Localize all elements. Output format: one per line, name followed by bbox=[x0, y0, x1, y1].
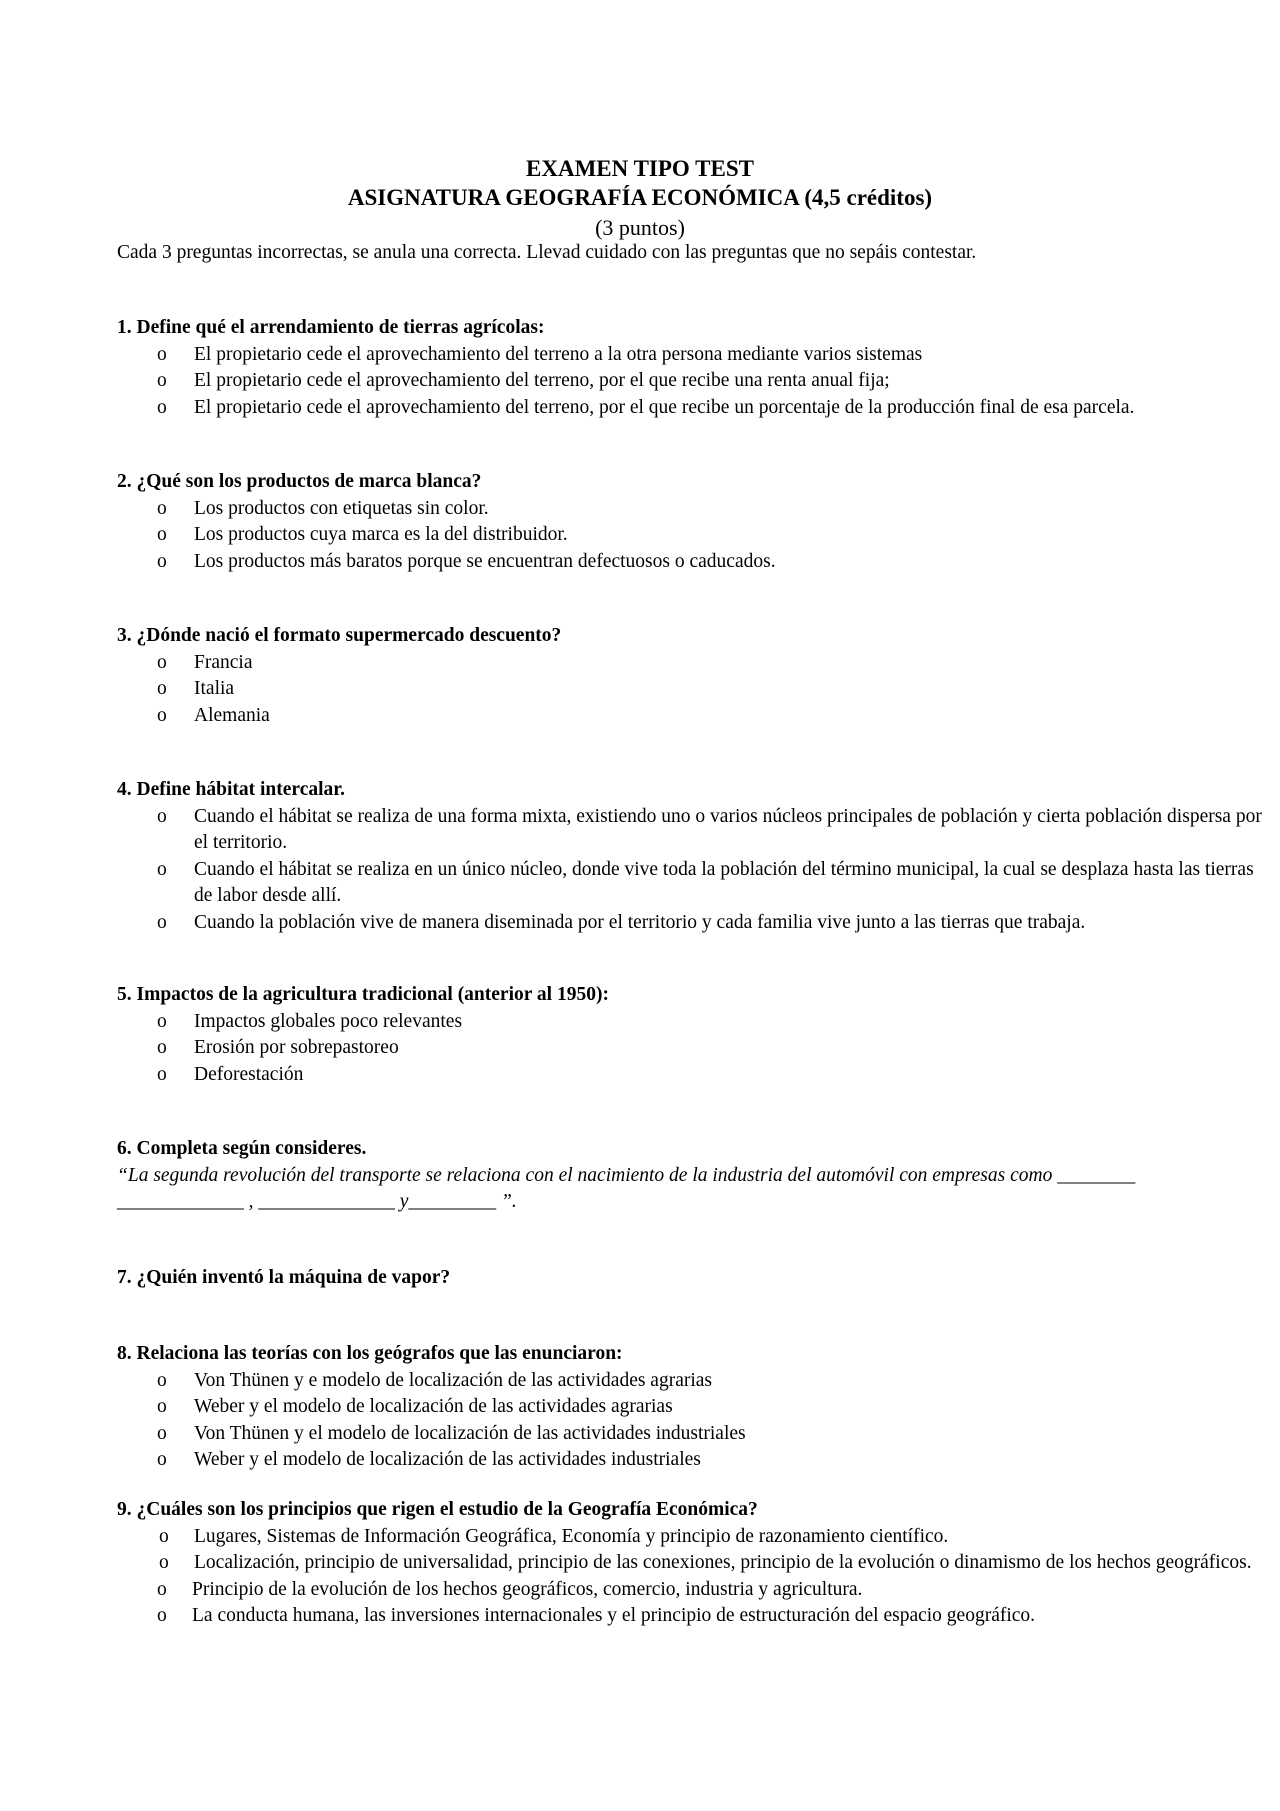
option-text: Impactos globales poco relevantes bbox=[194, 1010, 463, 1032]
bullet-icon: o bbox=[157, 497, 167, 519]
bullet-icon: o bbox=[159, 1525, 169, 1547]
option-text: Cuando el hábitat se realiza de una forma mixta, existiendo uno o varios núcleos principales de población y cierta población dispersa por el territorio. bbox=[194, 805, 1262, 853]
option-text: Los productos cuya marca es la del distribuidor. bbox=[194, 524, 568, 545]
question-title: 3. ¿Dónde nació el formato supermercado descuento? bbox=[117, 625, 562, 646]
option-text: Cuando el hábitat se realiza en un único núcleo, donde vive toda la población del término municipal, la cual se desplaza hasta las tierras de labor desde allí. bbox=[194, 858, 1254, 906]
option bbox=[117, 1550, 1267, 1577]
options-list bbox=[117, 496, 1267, 576]
option-text: El propietario cede el aprovechamiento del terreno a la otra persona mediante varios sistemas bbox=[194, 343, 923, 365]
option bbox=[117, 395, 1267, 422]
bullet-icon: o bbox=[157, 704, 167, 726]
question-3 bbox=[117, 623, 1267, 729]
option bbox=[117, 496, 1267, 523]
question-title: 4. Define hábitat intercalar. bbox=[117, 779, 346, 800]
bullet-icon: o bbox=[157, 524, 167, 545]
option bbox=[117, 1524, 1267, 1551]
question-4 bbox=[117, 777, 1267, 936]
option-text: La conducta humana, las inversiones internacionales y el principio de estructuración del espacio geográfico. bbox=[192, 1605, 1036, 1626]
question-title: 2. ¿Qué son los productos de marca blanca? bbox=[117, 471, 482, 492]
option-text: Italia bbox=[194, 678, 235, 699]
question-2 bbox=[117, 469, 1267, 575]
bullet-icon: o bbox=[157, 1396, 167, 1417]
question-6 bbox=[117, 1136, 1267, 1216]
options-list bbox=[117, 1009, 1267, 1089]
bullet-icon: o bbox=[157, 1369, 167, 1391]
option bbox=[117, 910, 1267, 937]
option bbox=[117, 1394, 1267, 1421]
fill-in-line-1: “La segunda revolución del transporte se relaciona con el nacimiento de la industria del automóvil con empresas como ________ bbox=[117, 1164, 1136, 1186]
bullet-icon: o bbox=[157, 911, 167, 933]
bullet-icon: o bbox=[157, 678, 167, 699]
option bbox=[117, 1062, 1267, 1089]
bullet-icon: o bbox=[157, 805, 167, 827]
option bbox=[117, 342, 1267, 369]
bullet-icon: o bbox=[159, 1552, 169, 1573]
question-title: 6. Completa según consideres. bbox=[117, 1138, 367, 1159]
question-9 bbox=[117, 1497, 1267, 1630]
bullet-icon: o bbox=[157, 1037, 167, 1058]
option-text: Von Thünen y e modelo de localización de las actividades agrarias bbox=[194, 1369, 713, 1391]
options-list bbox=[117, 804, 1267, 937]
option-text: Los productos con etiquetas sin color. bbox=[194, 497, 489, 519]
fill-in-line-2: _____________ , ______________ y_________ ”. bbox=[117, 1191, 517, 1212]
bullet-icon: o bbox=[157, 370, 167, 391]
option-text: Localización, principio de universalidad, principio de las conexiones, principio de la evolución o dinamismo de los hechos geográficos. bbox=[194, 1552, 1252, 1573]
options-list bbox=[117, 650, 1267, 730]
question-1 bbox=[117, 315, 1267, 421]
bullet-icon: o bbox=[157, 1063, 167, 1085]
options-list bbox=[117, 1368, 1267, 1474]
question-title: 8. Relaciona las teorías con los geógrafos que las enunciaron: bbox=[117, 1343, 623, 1364]
option bbox=[117, 1577, 1267, 1604]
option bbox=[117, 676, 1267, 703]
bullet-icon: o bbox=[157, 1605, 167, 1626]
option-text: Francia bbox=[194, 651, 253, 673]
option bbox=[117, 857, 1267, 910]
bullet-icon: o bbox=[157, 550, 167, 572]
points-label: (3 puntos) bbox=[595, 215, 685, 240]
option bbox=[117, 549, 1267, 576]
option bbox=[117, 1009, 1267, 1036]
option-text: Weber y el modelo de localización de las actividades agrarias bbox=[194, 1396, 673, 1417]
bullet-icon: o bbox=[157, 396, 167, 418]
option-text: El propietario cede el aprovechamiento del terreno, por el que recibe una renta anual fija; bbox=[194, 370, 890, 391]
option-text: Von Thünen y el modelo de localización de las actividades industriales bbox=[194, 1422, 746, 1444]
instructions: Cada 3 preguntas incorrectas, se anula una correcta. Llevad cuidado con las preguntas que no sepáis contestar. bbox=[117, 242, 977, 263]
option bbox=[117, 1421, 1267, 1448]
option-text: Deforestación bbox=[194, 1063, 304, 1085]
option-text: Principio de la evolución de los hechos geográficos, comercio, industria y agricultura. bbox=[192, 1578, 863, 1600]
option bbox=[117, 368, 1267, 395]
question-8 bbox=[117, 1341, 1267, 1474]
option bbox=[117, 1447, 1267, 1474]
exam-title: EXAMEN TIPO TEST bbox=[526, 156, 754, 181]
option bbox=[117, 1035, 1267, 1062]
question-title: 5. Impactos de la agricultura tradicional (anterior al 1950): bbox=[117, 984, 609, 1005]
question-title: 7. ¿Quién inventó la máquina de vapor? bbox=[117, 1267, 451, 1288]
option-text: Los productos más baratos porque se encuentran defectuosos o caducados. bbox=[194, 550, 776, 572]
option-text: Alemania bbox=[194, 704, 270, 726]
options-list bbox=[117, 342, 1267, 422]
subject-title: ASIGNATURA GEOGRAFÍA ECONÓMICA (4,5 créditos) bbox=[347, 185, 933, 210]
option bbox=[117, 522, 1267, 549]
bullet-icon: o bbox=[157, 651, 167, 673]
option-text: Weber y el modelo de localización de las actividades industriales bbox=[194, 1449, 701, 1470]
option-text: Erosión por sobrepastoreo bbox=[194, 1037, 399, 1058]
bullet-icon: o bbox=[157, 1449, 167, 1470]
option bbox=[117, 1368, 1267, 1395]
bullet-icon: o bbox=[157, 343, 167, 365]
option bbox=[117, 703, 1267, 730]
options-list bbox=[117, 1524, 1267, 1630]
option-text: El propietario cede el aprovechamiento del terreno, por el que recibe un porcentaje de la producción final de esa parcela. bbox=[194, 396, 1135, 418]
bullet-icon: o bbox=[157, 1578, 167, 1600]
option bbox=[117, 650, 1267, 677]
option-text: Cuando la población vive de manera diseminada por el territorio y cada familia vive junto a las tierras que trabaja. bbox=[194, 911, 1086, 933]
bullet-icon: o bbox=[157, 1010, 167, 1032]
bullet-icon: o bbox=[157, 1422, 167, 1444]
question-5 bbox=[117, 982, 1267, 1088]
question-7 bbox=[117, 1265, 1267, 1292]
question-title: 1. Define qué el arrendamiento de tierras agrícolas: bbox=[117, 317, 545, 338]
bullet-icon: o bbox=[157, 858, 167, 880]
option bbox=[117, 1603, 1267, 1630]
question-title: 9. ¿Cuáles son los principios que rigen el estudio de la Geografía Económica? bbox=[117, 1499, 758, 1520]
option-text: Lugares, Sistemas de Información Geográfica, Economía y principio de razonamiento científico. bbox=[194, 1525, 949, 1547]
option bbox=[117, 804, 1267, 857]
